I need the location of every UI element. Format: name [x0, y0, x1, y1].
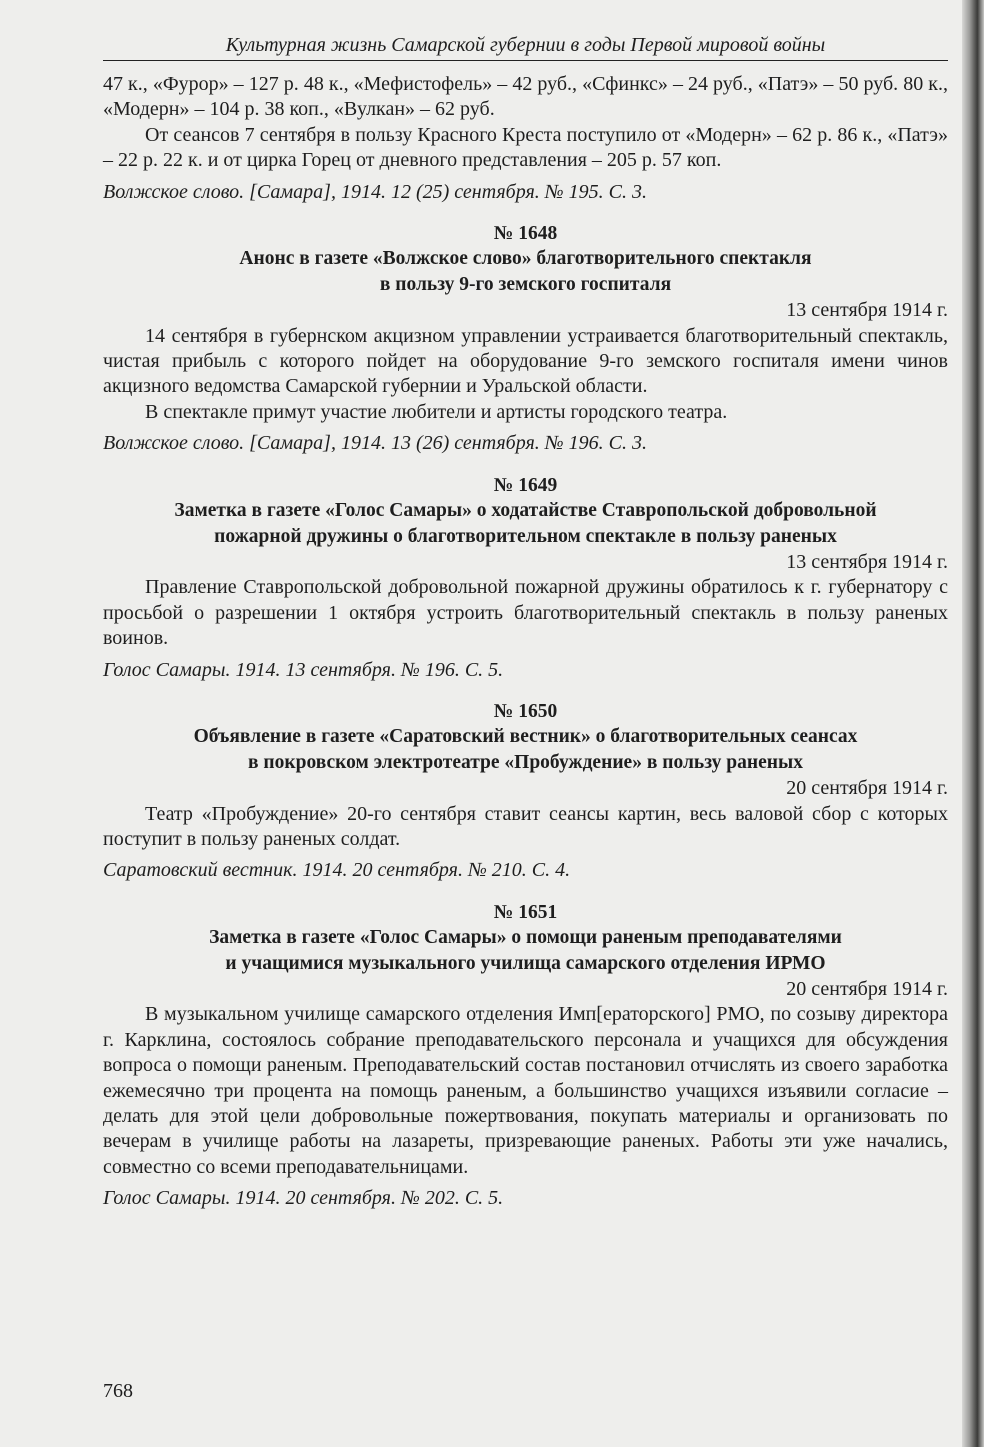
document-title-line: и учащимися музыкального училища самарского отделения ИРМО [225, 952, 826, 974]
intro-paragraph: От сеансов 7 сентября в пользу Красного Креста поступило от «Модерн» – 62 р. 86 к., «Патэ» – 22 р. 22 к. и от цирка Горец от дневного представления – 205 р. 57 коп. [103, 123, 948, 172]
document-title-line: в покровском электротеатре «Пробуждение» в пользу раненых [248, 751, 803, 773]
page-content [103, 72, 948, 1212]
document-date: 20 сентября 1914 г. [786, 777, 948, 800]
document-1651 [103, 900, 948, 1212]
intro-paragraph: 47 к., «Фурор» – 127 р. 48 к., «Мефистофель» – 42 руб., «Сфинкс» – 24 руб., «Патэ» – 50 руб. 80 к., «Модерн» – 104 р. 38 коп., «Вулкан» – 62 руб. [103, 73, 948, 121]
document-title-line: в пользу 9-го земского госпиталя [379, 273, 672, 295]
document-1648 [103, 221, 948, 457]
document-paragraph: В спектакле примут участие любители и артисты городского театра. [145, 400, 728, 423]
document-number: № 1648 [493, 223, 558, 245]
document-date: 13 сентября 1914 г. [786, 299, 948, 322]
document-title-line: Объявление в газете «Саратовский вестник» о благотворительных сеансах [193, 726, 858, 748]
source-citation: Саратовский вестник. 1914. 20 сентября. № 210. С. 4. [103, 859, 571, 882]
source-citation: Волжское слово. [Самара], 1914. 12 (25) сентября. № 195. С. 3. [103, 180, 647, 203]
running-header: Культурная жизнь Самарской губернии в годы Первой мировой войны [225, 34, 826, 56]
document-paragraph: В музыкальном училище самарского отделения Имп[ераторского] РМО, по созыву директора г. Карклина, состоялось собрание преподавательского персонала и учащихся для обсуждения вопроса о помощи раненым. Преподавательский состав постановил отчислять из своего заработка ежемесячно три процента на помощь раненым, а большинство учащихся изъявили согласие – делать для этой цели добровольные пожертвования, покупать материалы и организовать по вечерам в училище работы на лазареты, призревающие раненых. Работы эти уже начались, совместно со всеми преподавательницами. [103, 1003, 948, 1178]
document-paragraph: Театр «Пробуждение» 20-го сентября ставит сеансы картин, весь валовой сбор с которых поступит в пользу раненых солдат. [103, 802, 948, 850]
document-number: № 1651 [493, 901, 558, 923]
document-1650 [103, 699, 948, 884]
header-rule [103, 60, 948, 61]
source-citation: Голос Самары. 1914. 20 сентября. № 202. С. 5. [103, 1187, 504, 1210]
document-date: 20 сентября 1914 г. [786, 978, 948, 1000]
document-title-line: Анонс в газете «Волжское слово» благотворительного спектакля [239, 248, 812, 270]
document-number: № 1649 [493, 474, 558, 496]
page-edge [962, 0, 984, 1447]
document-paragraph: Правление Ставропольской добровольной пожарной дружины обратилось к г. губернатору с просьбой о разрешении 1 октября устроить благотворительный спектакль в пользу раненых воинов. [103, 576, 948, 650]
document-title-line: Заметка в газете «Голос Самары» о ходатайстве Ставропольской добровольной [174, 500, 877, 522]
intro-continuation [103, 72, 948, 205]
source-citation: Голос Самары. 1914. 13 сентября. № 196. С. 5. [103, 658, 504, 681]
document-number: № 1650 [493, 700, 558, 722]
document-title-line: Заметка в газете «Голос Самары» о помощи раненым преподавателями [209, 927, 842, 949]
document-date: 13 сентября 1914 г. [786, 550, 948, 573]
page-number: 768 [103, 1380, 133, 1402]
source-citation: Волжское слово. [Самара], 1914. 13 (26) сентября. № 196. С. 3. [103, 432, 647, 455]
document-1649 [103, 473, 948, 683]
document-title-line: пожарной дружины о благотворительном спектакле в пользу раненых [214, 525, 837, 547]
document-paragraph: 14 сентября в губернском акцизном управлении устраивается благотворительный спектакль, чистая прибыль с которого пойдет на оборудование 9-го земского госпиталя имени чинов акцизного ведомства Самарской губернии и Уральской области. [103, 324, 948, 398]
